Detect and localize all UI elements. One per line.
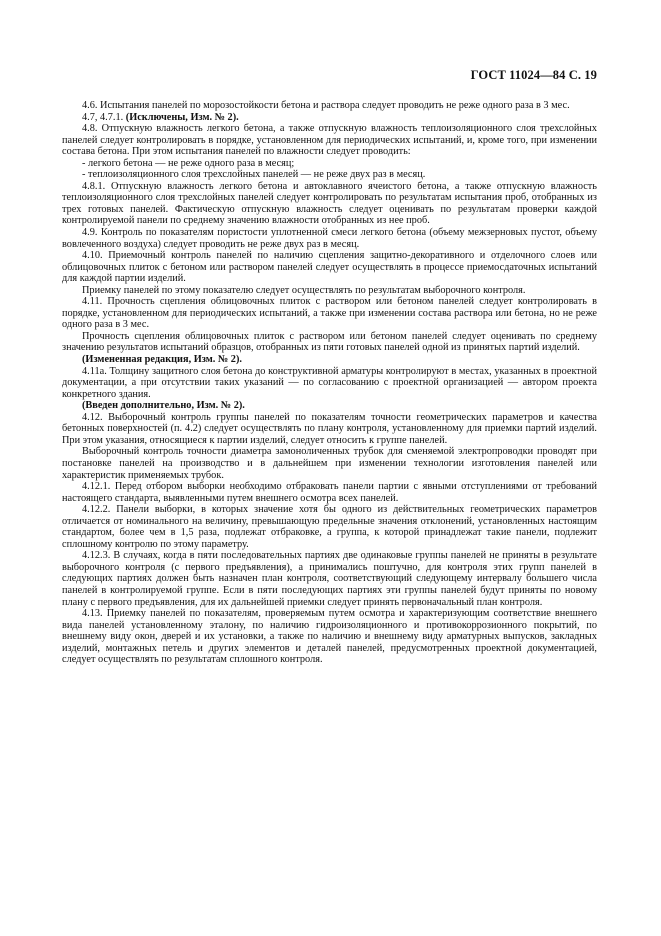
amendment-note: (Исключены, Изм. № 2). (125, 111, 239, 123)
paragraph-4-8: 4.8. Отпускную влажность легкого бетона, а также отпускную влажность теплоизоляционного слоя трехслойных панелей следует контролировать в порядке, установленном для периодических испытаний, и, кроме того, при изменении состава бетона. При этом испытания панелей по влажности следует проводить: (62, 123, 597, 158)
paragraph-4-12: 4.12. Выборочный контроль группы панелей по показателям точности геометрических параметров и качества бетонных поверхностей (п. 4.2) следует осуществлять по плану контроля, установленному для приемки партий изделий. При этом указания, относящиеся к партии изделий, следует относить к группе панелей. (62, 411, 597, 446)
paragraph-4-12-2: 4.12.2. Панели выборки, в которых значение хотя бы одного из действительных геометрических параметров отличается от номинального на величину, превышающую предельные значения отклонений, установленных настоящим стандартом, более чем в 1,5 раза, подлежат отбраковке, а группа, к которой принадлежат такие панели, подлежит сплошному контролю по этому параметру. (62, 504, 597, 550)
page-header: ГОСТ 11024—84 С. 19 (470, 68, 597, 82)
paragraph-4-10: 4.10. Приемочный контроль панелей по наличию сцепления защитно-декоративного и отделочного слоев или облицовочных плиток с бетоном или раствором панелей следует осуществлять в процессе приемосдаточных испытаний для каждой партии изделий. (62, 250, 597, 285)
amendment-note: (Введен дополнительно, Изм. № 2). (82, 400, 245, 412)
amendment-note: (Измененная редакция, Изм. № 2). (82, 354, 242, 366)
paragraph-4-13: 4.13. Приемку панелей по показателям, проверяемым путем осмотра и характеризующим соответствие внешнего вида панелей установленному эталону, по наличию гидроизоляционного и противокоррозионного покрытий, по внешнему виду окон, дверей и их установки, а также по наличию и внешнему виду арматурных выпусков, закладных изделий, монтажных петель и других элементов и деталей панелей, предусмотренных проектной документацией, следует осуществлять по результатам сплошного контроля. (62, 608, 597, 666)
paragraph-number: 4.7, 4.7.1. (82, 111, 126, 123)
paragraph-4-9: 4.9. Контроль по показателям пористости уплотненной смеси легкого бетона (объему межзерновых пустот, объему вовлеченного воздуха) следует проводить не реже двух раз в месяц. (62, 227, 597, 250)
document-body (62, 100, 597, 666)
paragraph-4-11a: 4.11а. Толщину защитного слоя бетона до конструктивной арматуры контролируют в местах, указанных в проектной документации, а при отсутствии таких указаний — по согласованию с проектной организацией — автором проекта конкретного здания. (62, 365, 597, 400)
paragraph-4-7 (62, 112, 597, 124)
paragraph-4-12-cont: Выборочный контроль точности диаметра замоноличенных трубок для сменяемой электропроводки проводят при постановке панелей на производство и в дальнейшем при изменении технологии изготовления панелей или характеристик применяемых трубок. (62, 446, 597, 481)
paragraph-4-11: 4.11. Прочность сцепления облицовочных плиток с раствором или бетоном панелей следует контролировать в порядке, установленном для периодических испытаний, а также при изменении состава раствора или бетона, но не реже одного раза в 3 мес. (62, 296, 597, 331)
paragraph-4-11-cont: Прочность сцепления облицовочных плиток с раствором или бетоном панелей следует оценивать по среднему значению результатов испытаний образцов, отобранных из пяти готовых панелей одной из принятых партий изделий. (62, 330, 597, 354)
list-item: - теплоизоляционного слоя трехслойных панелей — не реже двух раз в месяц. (82, 169, 426, 181)
paragraph-4-10-cont: Приемку панелей по этому показателю следует осуществлять по результатам выборочного контроля. (82, 284, 526, 296)
paragraph-4-12-3: 4.12.3. В случаях, когда в пяти последовательных партиях две одинаковые группы панелей не приняты в результате выборочного контроля (с первого предъявления), а принимались поштучно, для контроля этих групп панелей в следующих партиях должен быть назначен план контроля, соответствующий следующему интервалу большего числа панелей в контролируемой группе. Если в пяти последующих партиях эти группы панелей будут приняты по новому плану с первого предъявления, для их дальнейшей приемки следует принять первоначальный план контроля. (62, 550, 597, 608)
list-item: - легкого бетона — не реже одного раза в месяц; (82, 157, 295, 169)
paragraph-4-12-1: 4.12.1. Перед отбором выборки необходимо отбраковать панели партии с явными отступлениями от требований настоящего стандарта, выявленными путем внешнего осмотра всех панелей. (62, 481, 597, 504)
paragraph-4-8-1: 4.8.1. Отпускную влажность легкого бетона и автоклавного ячеистого бетона, а также отпускную влажность теплоизоляционного слоя трехслойных панелей следует контролировать по результатам испытания проб, отобранных из трех готовых панелей. Фактическую отпускную влажность следует оценивать по результатам проверки каждой контролируемой панели по среднему значению влажности отобранных из нее проб. (62, 180, 597, 227)
paragraph-4-6: 4.6. Испытания панелей по морозостойкости бетона и раствора следует проводить не реже одного раза в 3 мес. (82, 100, 570, 111)
